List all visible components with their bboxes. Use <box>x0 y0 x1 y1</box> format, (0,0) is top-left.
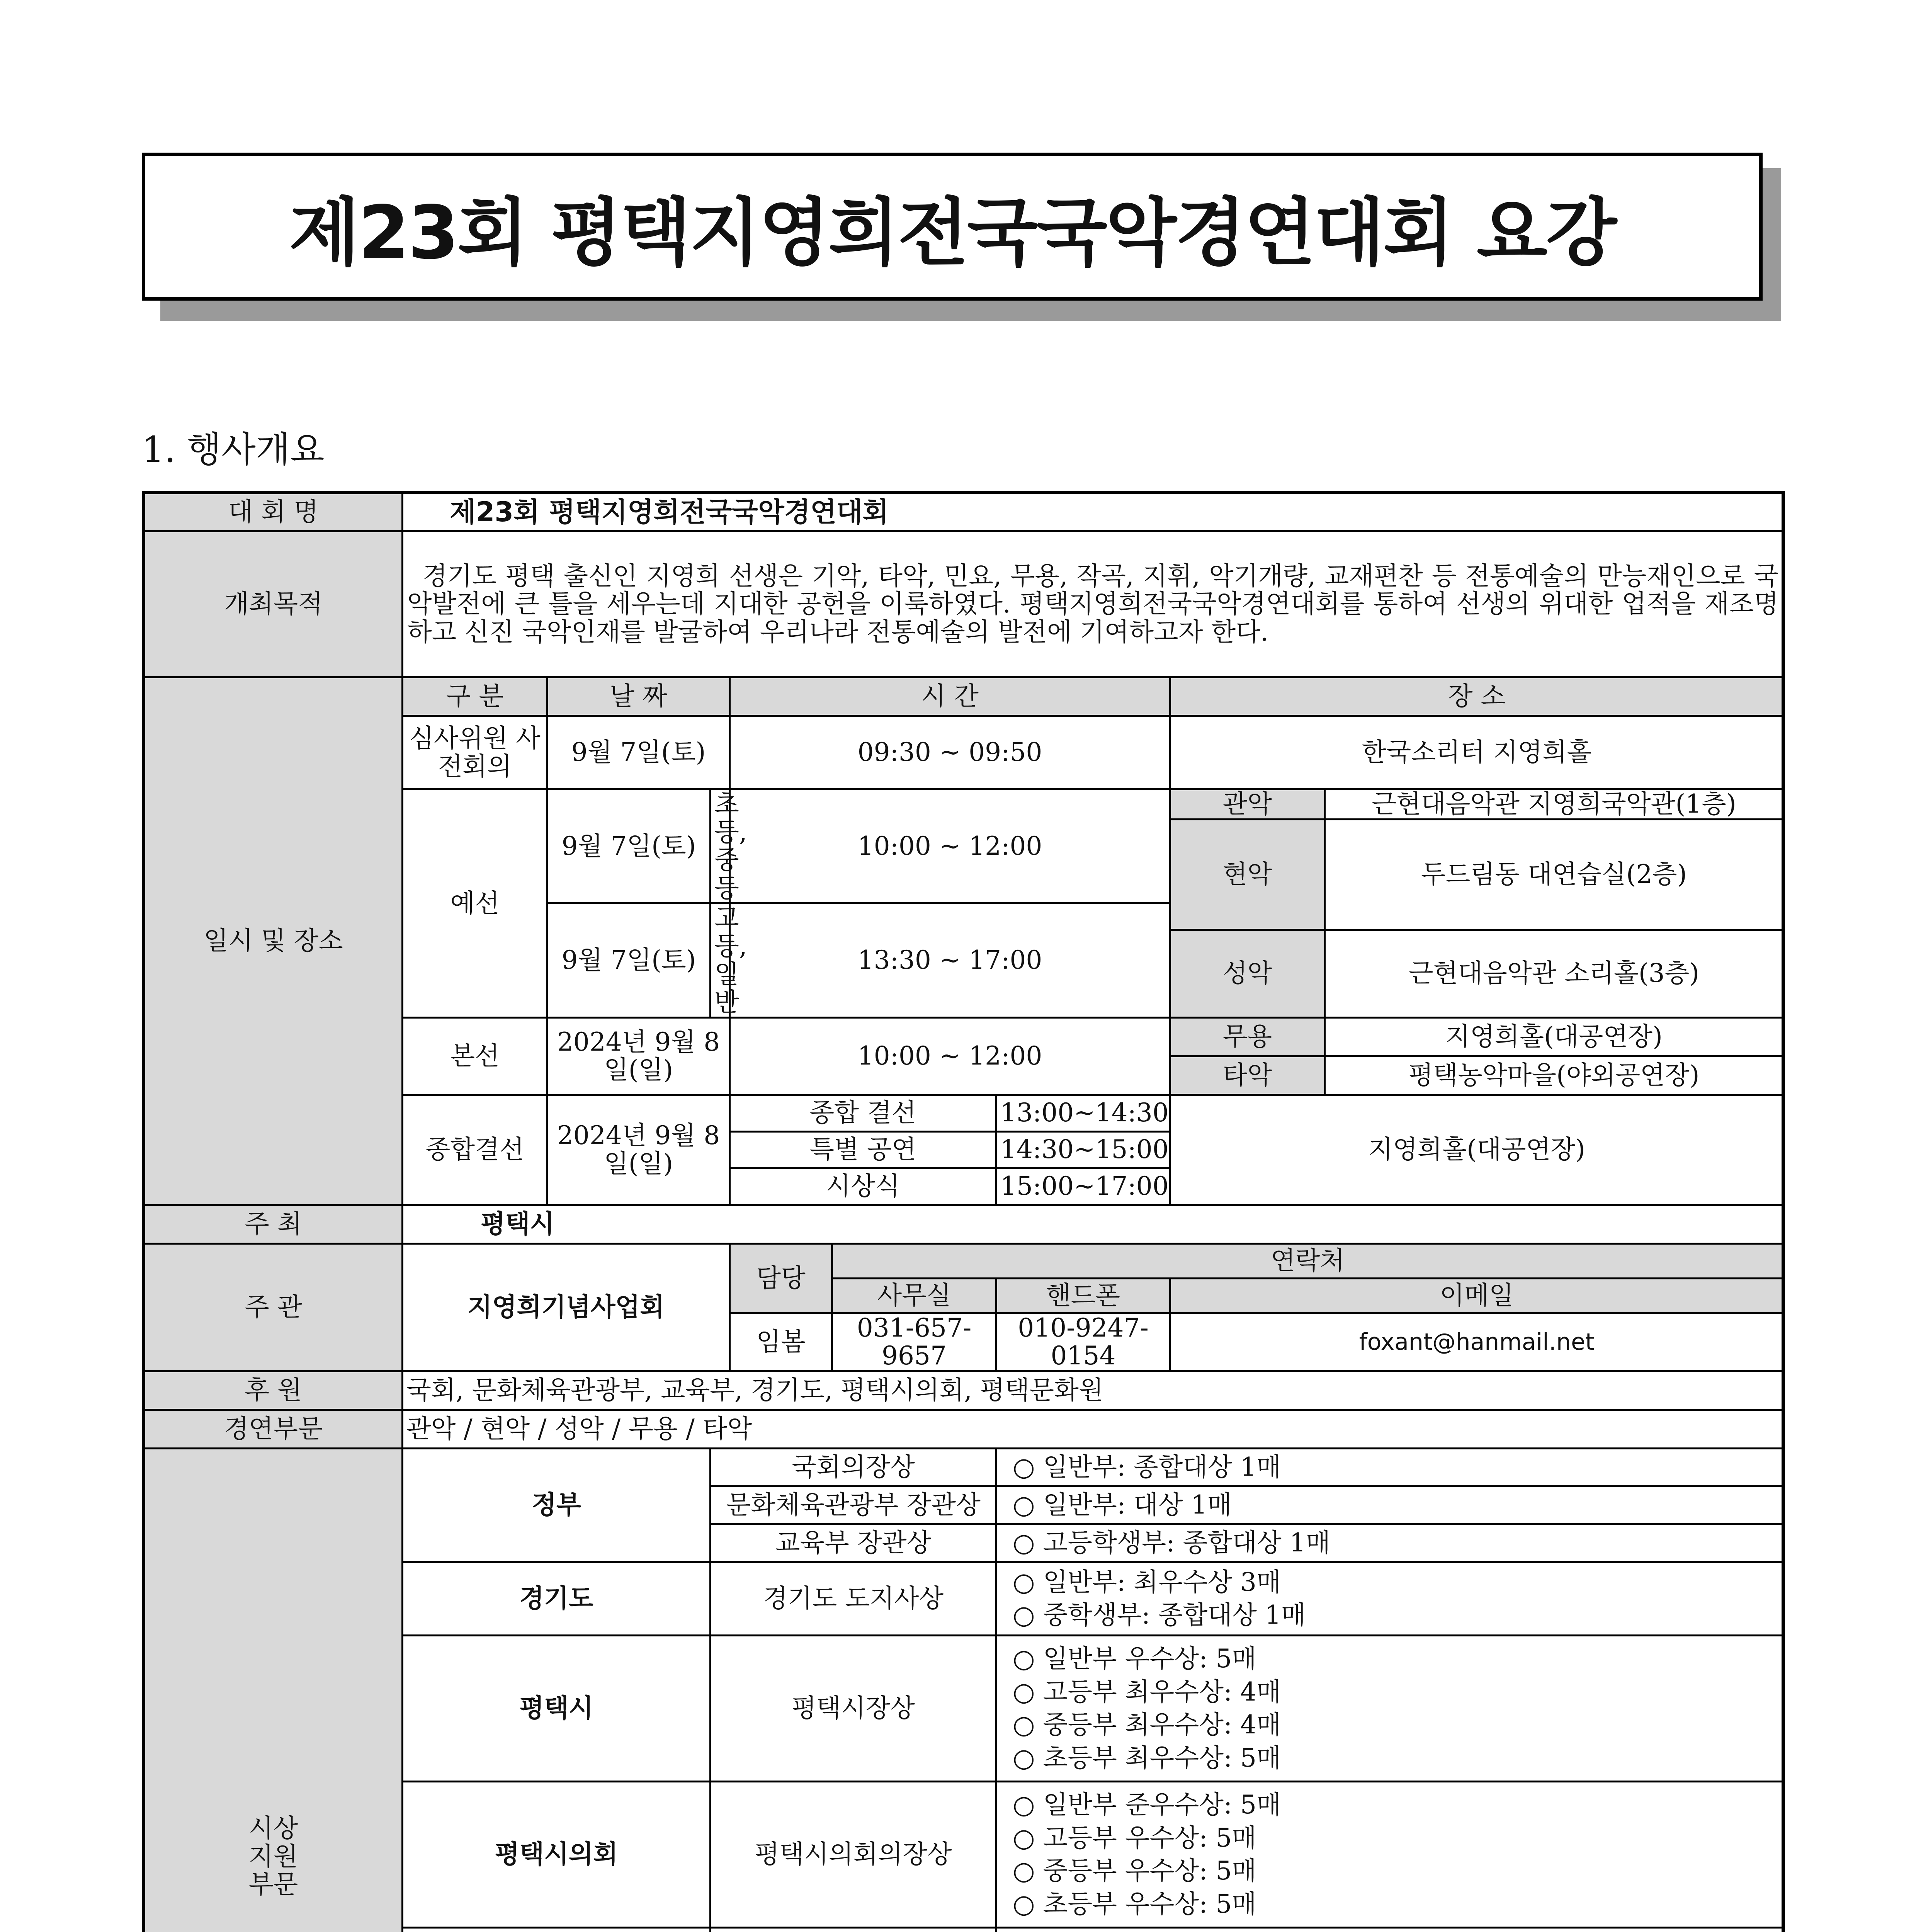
sponsor-label: 후 원 <box>144 1371 403 1410</box>
award-detail: ○ 고등학생부: 종합대상 1매 <box>996 1524 1783 1562</box>
awards-label-line: 시상 <box>248 1813 298 1844</box>
contact-person-label: 담당 <box>730 1243 832 1313</box>
grand-final-item-time: 14:30~15:00 <box>996 1131 1170 1168</box>
prelim-date-2: 9월 7일(토) <box>547 903 711 1017</box>
award-detail-list <box>996 1781 1783 1927</box>
divisions-label: 경연부문 <box>144 1410 403 1448</box>
award-prize: 평택시의회의장상 <box>711 1781 996 1927</box>
schedule-header-date: 날 짜 <box>547 677 730 716</box>
venue-place: 지영희홀(대공연장) <box>1325 1017 1783 1056</box>
email-address: foxant@hanmail.net <box>1170 1313 1783 1371</box>
venue-place: 평택농악마을(야외공연장) <box>1325 1056 1783 1095</box>
final-time: 10:00 ~ 12:00 <box>730 1017 1170 1095</box>
award-prize: 문화체육관광부 장관상 <box>711 1486 996 1524</box>
award-detail: ○ 일반부: 최우수상 3매 <box>1013 1567 1281 1597</box>
venue-field: 현악 <box>1170 819 1325 930</box>
award-detail: ○ 중등부 우수상: 5매 <box>1013 1856 1257 1886</box>
award-prize: 국회의장상 <box>711 1448 996 1486</box>
schedule-header-category: 구 분 <box>403 677 547 716</box>
venue-place: 근현대음악관 소리홀(3층) <box>1325 930 1783 1017</box>
title-box <box>142 153 1763 301</box>
award-prize <box>711 1927 996 1932</box>
award-detail-list <box>996 1927 1783 1932</box>
award-prize: 평택시장상 <box>711 1635 996 1781</box>
venue-place: 두드림동 대연습실(2층) <box>1325 819 1783 930</box>
award-org-pyeongtaek: 평택시 <box>403 1635 711 1781</box>
office-phone: 031-657-9657 <box>832 1313 996 1371</box>
award-detail: ○ 일반부 우수상: 5매 <box>1013 1643 1257 1673</box>
prelim-time-1: 10:00 ~ 12:00 <box>730 789 1170 903</box>
schedule-header-time: 시 간 <box>730 677 1170 716</box>
mobile-phone: 010-9247-0154 <box>996 1313 1170 1371</box>
prelim-name: 예선 <box>403 789 547 1018</box>
awards-label <box>144 1448 403 1932</box>
section-heading: 1. 행사개요 <box>142 429 325 470</box>
award-org-culture <box>403 1927 711 1932</box>
prelim-meeting-place: 한국소리터 지영희홀 <box>1170 716 1783 789</box>
venue-field: 타악 <box>1170 1056 1325 1095</box>
contact-label: 연락처 <box>832 1243 1783 1278</box>
venue-field: 무용 <box>1170 1017 1325 1056</box>
prelim-date-1: 9월 7일(토) <box>547 789 711 903</box>
email-label: 이메일 <box>1170 1278 1783 1313</box>
purpose-label: 개최목적 <box>144 531 403 677</box>
award-detail: ○ 초등부 우수상: 5매 <box>1013 1889 1257 1919</box>
organizer-value: 지영희기념사업회 <box>403 1243 730 1371</box>
award-detail-list <box>996 1635 1783 1781</box>
schedule-header-place: 장 소 <box>1170 677 1783 716</box>
final-date: 2024년 9월 8일(일) <box>547 1017 730 1095</box>
award-detail: ○ 고등부 최우수상: 4매 <box>1013 1677 1281 1707</box>
grand-final-item-time: 15:00~17:00 <box>996 1168 1170 1205</box>
grand-final-date: 2024년 9월 8일(일) <box>547 1095 730 1205</box>
host-value: 평택시 <box>403 1205 1783 1243</box>
award-prize: 경기도 도지사상 <box>711 1562 996 1635</box>
prelim-meeting-name: 심사위원 사전회의 <box>403 716 547 789</box>
award-detail: ○ 중등부 최우수상: 4매 <box>1013 1710 1281 1740</box>
office-label: 사무실 <box>832 1278 996 1313</box>
award-org-council: 평택시의회 <box>403 1781 711 1927</box>
purpose-text: 경기도 평택 출신인 지영희 선생은 기악, 타악, 민요, 무용, 작곡, 지휘, 악기개량, 교재편찬 등 전통예술의 만능재인으로 국악발전에 큰 틀을 세우는데 지대한 공헌을 이룩하였다. 평택지영희전국국악경연대회를 통하여 선생의 위대한 업적을 재조명하고 신진 국악인재를 발굴하여 우리나라 전통예술의 발전에 기여하고자 한다. <box>403 531 1783 677</box>
awards-label-line: 지원 <box>248 1841 298 1871</box>
award-detail-list <box>996 1562 1783 1635</box>
grand-final-item-time: 13:00~14:30 <box>996 1095 1170 1131</box>
award-detail: ○ 고등부 우수상: 5매 <box>1013 1823 1257 1853</box>
grand-final-name: 종합결선 <box>403 1095 547 1205</box>
final-name: 본선 <box>403 1017 547 1095</box>
sponsor-value: 국회, 문화체육관광부, 교육부, 경기도, 평택시의회, 평택문화원 <box>403 1371 1783 1410</box>
grand-final-item-name: 종합 결선 <box>730 1095 996 1131</box>
contact-person: 임봄 <box>730 1313 832 1371</box>
award-detail: ○ 일반부: 종합대상 1매 <box>996 1448 1783 1486</box>
name-label: 대 회 명 <box>144 493 403 531</box>
venue-field: 성악 <box>1170 930 1325 1017</box>
overview-table <box>142 491 1785 1932</box>
mobile-label: 핸드폰 <box>996 1278 1170 1313</box>
grand-final-item-name: 시상식 <box>730 1168 996 1205</box>
award-detail: ○ 중학생부: 종합대상 1매 <box>1013 1600 1306 1630</box>
grand-final-item-name: 특별 공연 <box>730 1131 996 1168</box>
prelim-meeting-time: 09:30 ~ 09:50 <box>730 716 1170 789</box>
organizer-label: 주 관 <box>144 1243 403 1371</box>
award-org-gov: 정부 <box>403 1448 711 1562</box>
grand-final-place: 지영희홀(대공연장) <box>1170 1095 1783 1205</box>
prelim-group-1: 초등, 중등 <box>711 789 730 903</box>
divisions-value: 관악 / 현악 / 성악 / 무용 / 타악 <box>403 1410 1783 1448</box>
host-label: 주 최 <box>144 1205 403 1243</box>
venue-field: 관악 <box>1170 789 1325 820</box>
awards-label-line: 부문 <box>248 1869 298 1900</box>
award-org-gyeonggi: 경기도 <box>403 1562 711 1635</box>
prelim-meeting-date: 9월 7일(토) <box>547 716 730 789</box>
award-prize: 교육부 장관상 <box>711 1524 996 1562</box>
schedule-label: 일시 및 장소 <box>144 677 403 1205</box>
prelim-time-2: 13:30 ~ 17:00 <box>730 903 1170 1017</box>
award-detail: ○ 일반부 준우수상: 5매 <box>1013 1789 1281 1820</box>
name-value: 제23회 평택지영희전국국악경연대회 <box>403 493 1783 531</box>
award-detail: ○ 초등부 최우수상: 5매 <box>1013 1743 1281 1773</box>
prelim-group-2: 고등, 일반 <box>711 903 730 1017</box>
document-title: 제23회 평택지영희전국국악경연대회 요강 <box>289 190 1615 276</box>
award-detail: ○ 일반부: 대상 1매 <box>996 1486 1783 1524</box>
venue-place: 근현대음악관 지영희국악관(1층) <box>1325 789 1783 820</box>
